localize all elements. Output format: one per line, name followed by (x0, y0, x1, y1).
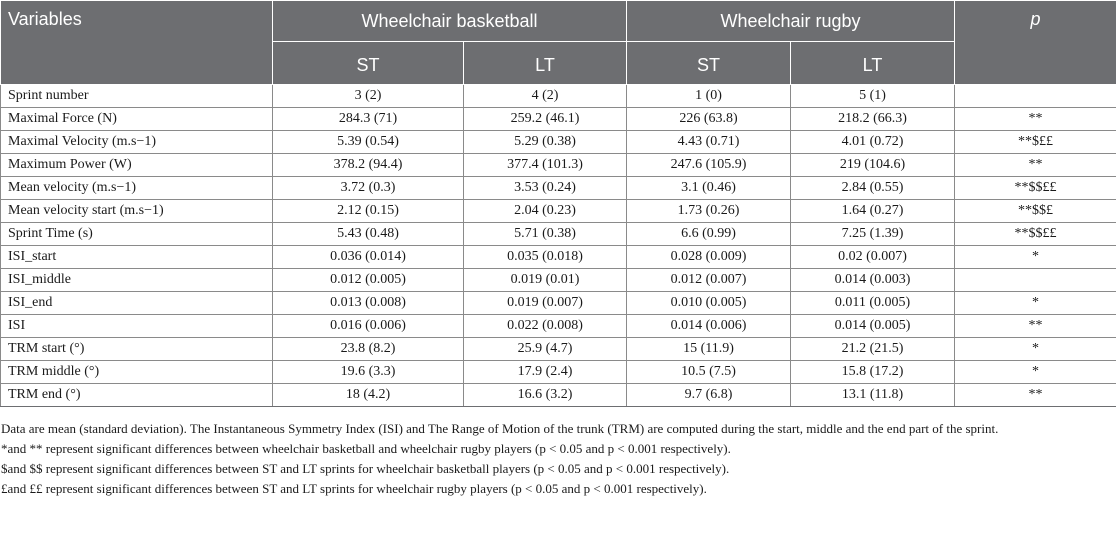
cell-rugby-st: 10.5 (7.5) (627, 361, 791, 384)
cell-rugby-lt: 5 (1) (791, 85, 955, 108)
cell-basketball-st: 18 (4.2) (273, 384, 464, 407)
cell-basketball-st: 0.013 (0.008) (273, 292, 464, 315)
table-row (1, 85, 1116, 108)
cell-basketball-st: 378.2 (94.4) (273, 154, 464, 177)
cell-p-value: ** (955, 315, 1116, 338)
cell-rugby-lt: 15.8 (17.2) (791, 361, 955, 384)
header-basketball-st: ST (273, 42, 464, 85)
cell-p-value: * (955, 246, 1116, 269)
table-row (1, 338, 1116, 361)
cell-basketball-st: 0.012 (0.005) (273, 269, 464, 292)
cell-rugby-lt: 21.2 (21.5) (791, 338, 955, 361)
header-basketball-lt: LT (464, 42, 627, 85)
cell-rugby-st: 3.1 (0.46) (627, 177, 791, 200)
cell-rugby-lt: 1.64 (0.27) (791, 200, 955, 223)
table-row (1, 361, 1116, 384)
row-label: ISI_end (1, 292, 273, 315)
cell-basketball-lt: 377.4 (101.3) (464, 154, 627, 177)
footnote-description: Data are mean (standard deviation). The Instantaneous Symmetry Index (ISI) and The Range of Motion of the trunk (TRM) are computed during the start, middle and the end part of the sprint. (1, 421, 999, 436)
cell-basketball-st: 23.8 (8.2) (273, 338, 464, 361)
cell-p-value: ** (955, 384, 1116, 407)
cell-basketball-st: 0.036 (0.014) (273, 246, 464, 269)
row-label: Sprint Time (s) (1, 223, 273, 246)
cell-rugby-st: 226 (63.8) (627, 108, 791, 131)
cell-basketball-st: 19.6 (3.3) (273, 361, 464, 384)
table-row (1, 200, 1116, 223)
header-variables: Variables (1, 1, 273, 85)
table-row (1, 108, 1116, 131)
cell-p-value (955, 85, 1116, 108)
cell-basketball-st: 284.3 (71) (273, 108, 464, 131)
cell-rugby-st: 0.010 (0.005) (627, 292, 791, 315)
table-row (1, 384, 1116, 407)
table-row (1, 154, 1116, 177)
table-row (1, 315, 1116, 338)
cell-rugby-lt: 0.014 (0.005) (791, 315, 955, 338)
table-row (1, 292, 1116, 315)
cell-basketball-st: 5.39 (0.54) (273, 131, 464, 154)
row-label: Maximum Power (W) (1, 154, 273, 177)
cell-basketball-lt: 0.019 (0.01) (464, 269, 627, 292)
cell-basketball-lt: 2.04 (0.23) (464, 200, 627, 223)
footnote-star: *and ** represent significant differences between wheelchair basketball and wheelchair rugby players (p < 0.05 and p < 0.001 respectively). (1, 441, 731, 456)
cell-rugby-st: 0.028 (0.009) (627, 246, 791, 269)
cell-rugby-lt: 7.25 (1.39) (791, 223, 955, 246)
cell-p-value: ** (955, 108, 1116, 131)
cell-p-value: * (955, 361, 1116, 384)
footnote-dollar: $and $$ represent significant differences between ST and LT sprints for wheelchair basketball players (p < 0.05 and p < 0.001 respectively). (1, 461, 730, 476)
cell-basketball-lt: 25.9 (4.7) (464, 338, 627, 361)
cell-basketball-lt: 0.019 (0.007) (464, 292, 627, 315)
cell-rugby-st: 1 (0) (627, 85, 791, 108)
row-label: Maximal Force (N) (1, 108, 273, 131)
footnote-pound: £and ££ represent significant differences between ST and LT sprints for wheelchair rugby players (p < 0.05 and p < 0.001 respectively). (1, 481, 707, 496)
row-label: TRM end (°) (1, 384, 273, 407)
cell-rugby-st: 15 (11.9) (627, 338, 791, 361)
table-footnotes (0, 407, 1111, 497)
cell-p-value: **$$£ (955, 200, 1116, 223)
cell-basketball-lt: 259.2 (46.1) (464, 108, 627, 131)
row-label: ISI (1, 315, 273, 338)
cell-basketball-lt: 5.29 (0.38) (464, 131, 627, 154)
cell-rugby-lt: 219 (104.6) (791, 154, 955, 177)
cell-rugby-lt: 2.84 (0.55) (791, 177, 955, 200)
cell-rugby-lt: 218.2 (66.3) (791, 108, 955, 131)
table-row (1, 177, 1116, 200)
header-p-value: p (955, 1, 1116, 85)
cell-p-value (955, 269, 1116, 292)
cell-rugby-st: 9.7 (6.8) (627, 384, 791, 407)
cell-basketball-lt: 0.022 (0.008) (464, 315, 627, 338)
cell-p-value: **$$££ (955, 177, 1116, 200)
cell-p-value: **$££ (955, 131, 1116, 154)
row-label: TRM middle (°) (1, 361, 273, 384)
cell-rugby-st: 4.43 (0.71) (627, 131, 791, 154)
row-label: Sprint number (1, 85, 273, 108)
cell-basketball-lt: 16.6 (3.2) (464, 384, 627, 407)
cell-rugby-lt: 0.014 (0.003) (791, 269, 955, 292)
header-wheelchair-basketball: Wheelchair basketball (273, 1, 627, 42)
cell-p-value: * (955, 338, 1116, 361)
header-rugby-lt: LT (791, 42, 955, 85)
row-label: TRM start (°) (1, 338, 273, 361)
row-label: ISI_start (1, 246, 273, 269)
cell-rugby-st: 1.73 (0.26) (627, 200, 791, 223)
cell-basketball-lt: 5.71 (0.38) (464, 223, 627, 246)
cell-rugby-st: 0.014 (0.006) (627, 315, 791, 338)
table-row (1, 246, 1116, 269)
cell-p-value: ** (955, 154, 1116, 177)
cell-basketball-st: 0.016 (0.006) (273, 315, 464, 338)
cell-rugby-lt: 0.02 (0.007) (791, 246, 955, 269)
cell-basketball-lt: 4 (2) (464, 85, 627, 108)
row-label: Mean velocity start (m.s−1) (1, 200, 273, 223)
cell-rugby-st: 247.6 (105.9) (627, 154, 791, 177)
cell-basketball-lt: 3.53 (0.24) (464, 177, 627, 200)
cell-basketball-lt: 17.9 (2.4) (464, 361, 627, 384)
cell-basketball-lt: 0.035 (0.018) (464, 246, 627, 269)
row-label: Maximal Velocity (m.s−1) (1, 131, 273, 154)
cell-basketball-st: 3.72 (0.3) (273, 177, 464, 200)
table-row (1, 131, 1116, 154)
table-body (1, 85, 1116, 407)
cell-rugby-lt: 13.1 (11.8) (791, 384, 955, 407)
cell-rugby-lt: 4.01 (0.72) (791, 131, 955, 154)
row-label: ISI_middle (1, 269, 273, 292)
row-label: Mean velocity (m.s−1) (1, 177, 273, 200)
cell-p-value: **$$££ (955, 223, 1116, 246)
header-wheelchair-rugby: Wheelchair rugby (627, 1, 955, 42)
cell-basketball-st: 5.43 (0.48) (273, 223, 464, 246)
header-rugby-st: ST (627, 42, 791, 85)
table-row (1, 269, 1116, 292)
cell-rugby-lt: 0.011 (0.005) (791, 292, 955, 315)
cell-rugby-st: 0.012 (0.007) (627, 269, 791, 292)
cell-basketball-st: 2.12 (0.15) (273, 200, 464, 223)
cell-rugby-st: 6.6 (0.99) (627, 223, 791, 246)
cell-p-value: * (955, 292, 1116, 315)
cell-basketball-st: 3 (2) (273, 85, 464, 108)
table-row (1, 223, 1116, 246)
